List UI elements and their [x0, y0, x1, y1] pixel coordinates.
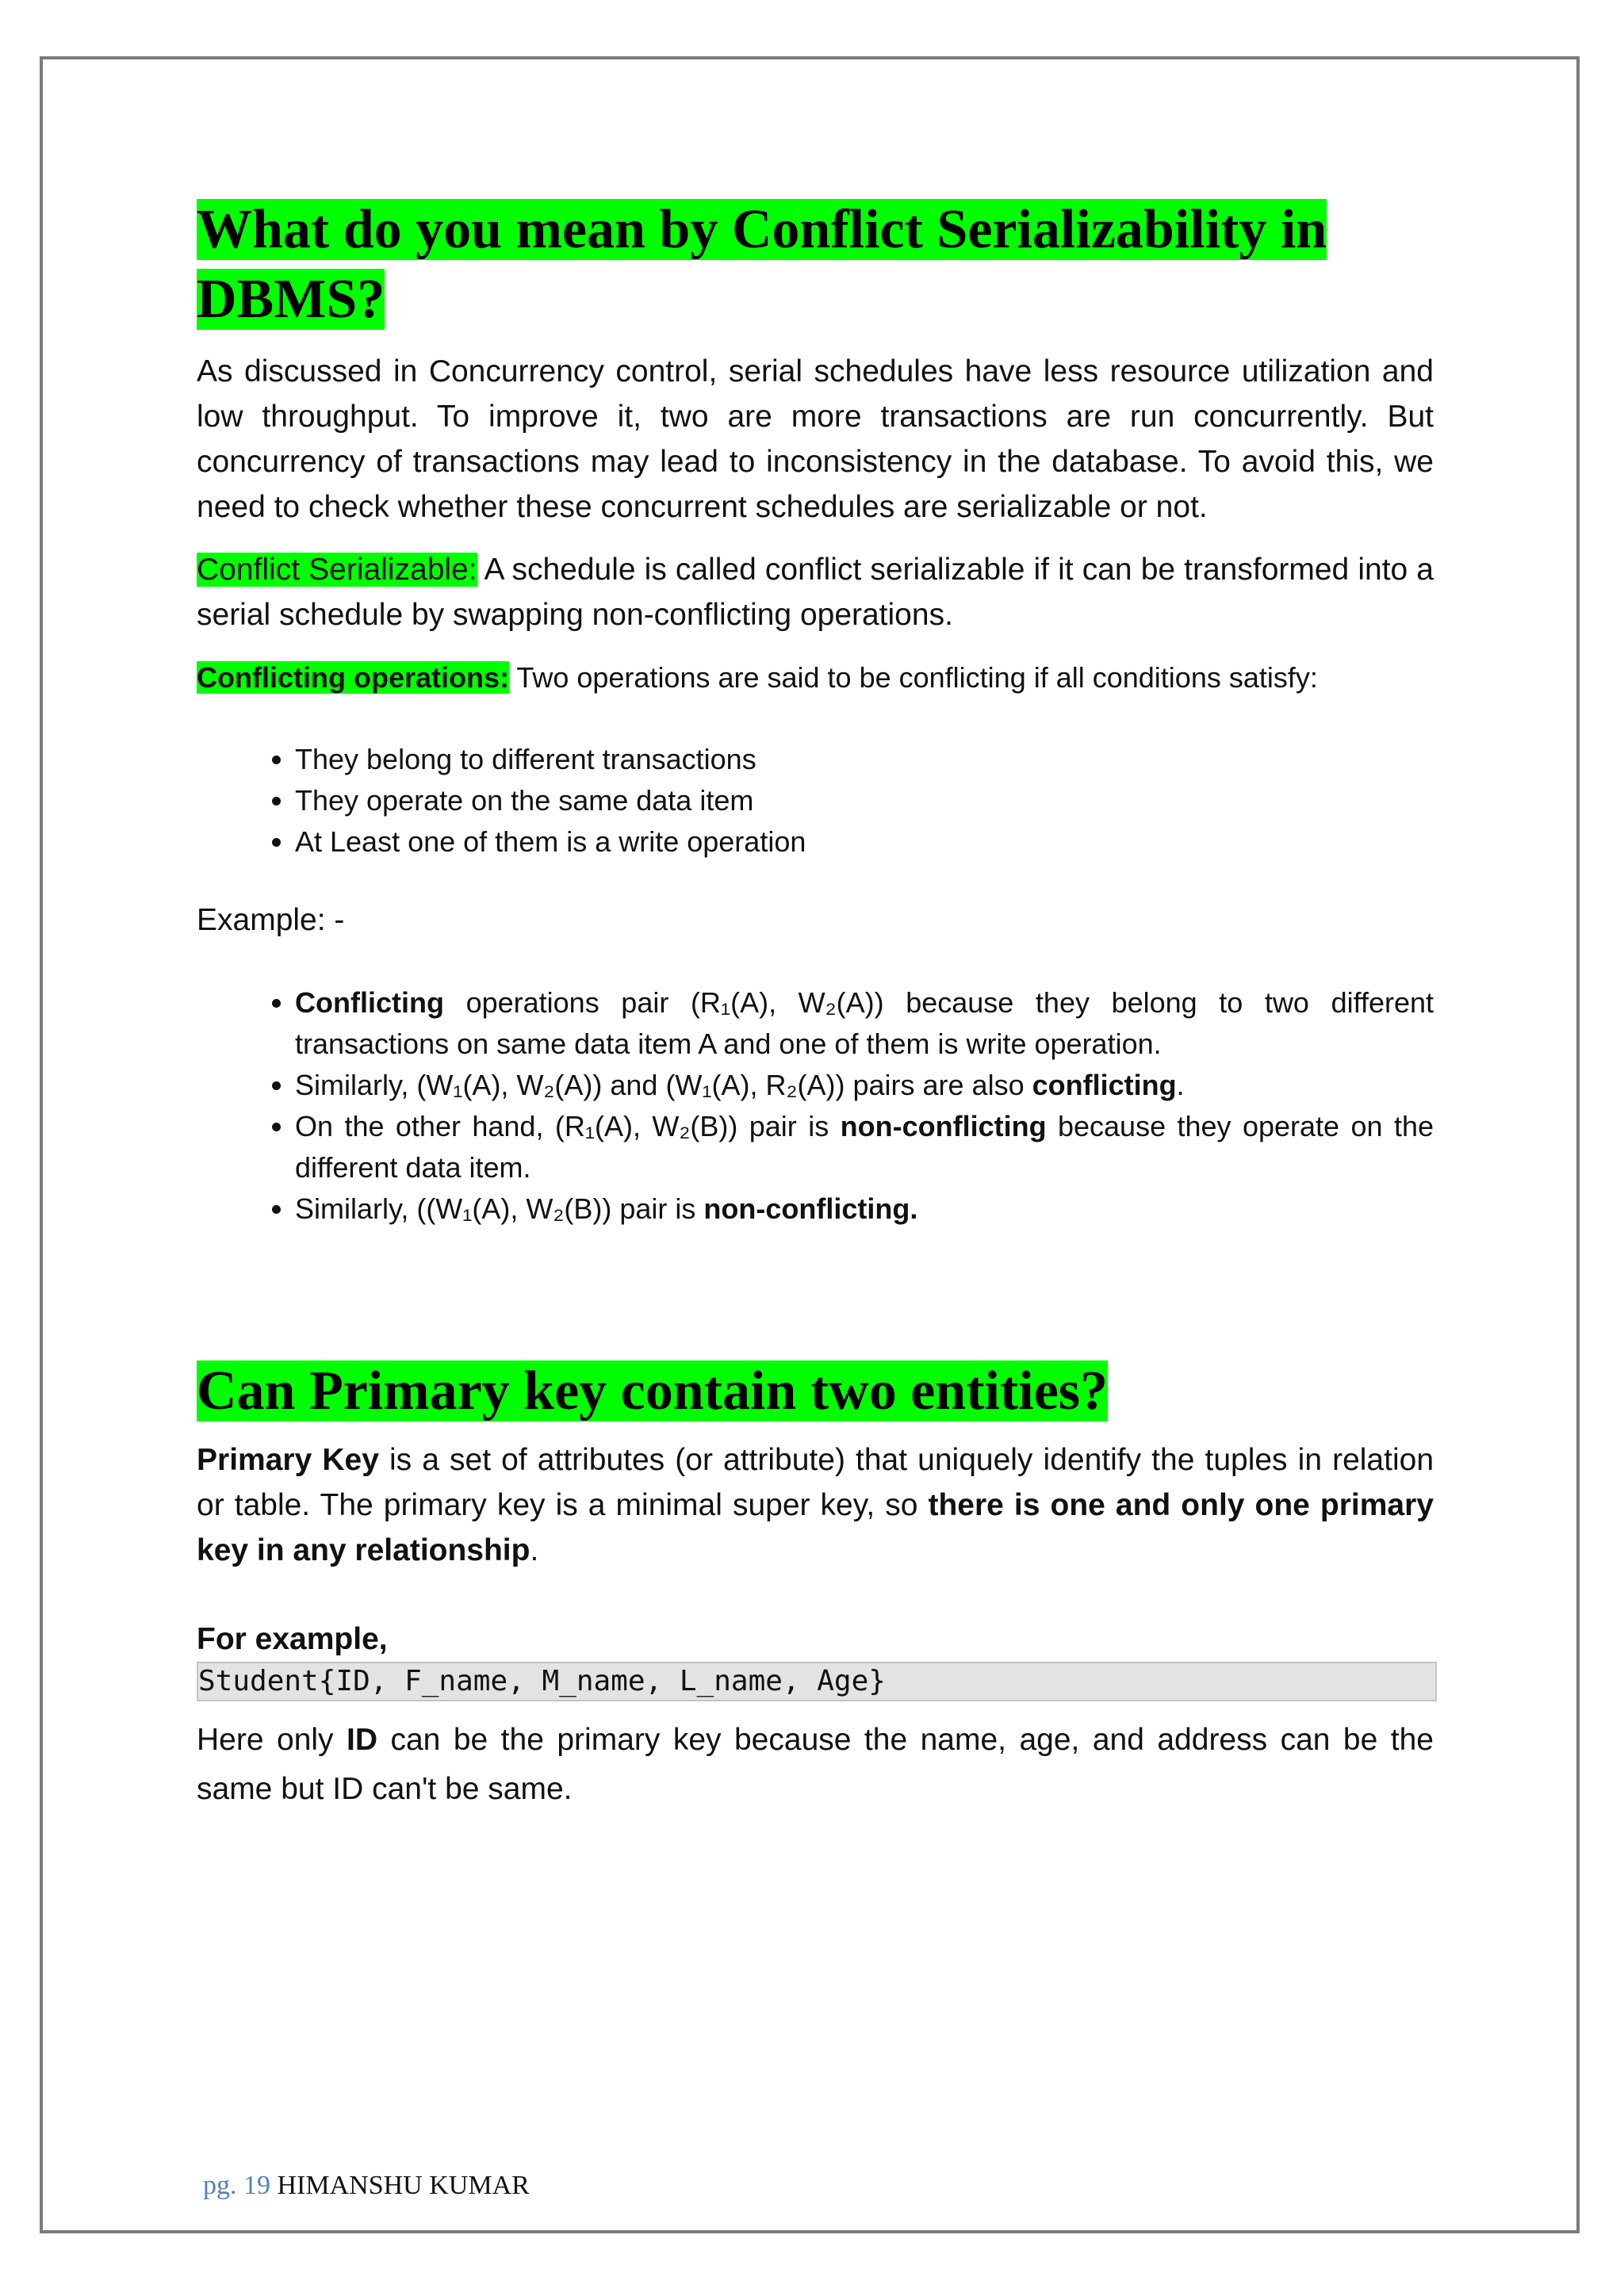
example-item: [295, 1188, 1434, 1230]
example-item: [295, 982, 1434, 1065]
definition-text: A schedule is called conflict serializable if it can be transformed into a serial schedule by swapping non-conflicting operations.: [197, 553, 1434, 632]
primary-key-explanation: [197, 1716, 1434, 1814]
heading-primary-key-text: Can Primary key contain two entities?: [197, 1360, 1109, 1422]
conflicting-ops-paragraph: [197, 656, 1434, 699]
example-bold: Conflicting: [295, 986, 444, 1019]
definition-paragraph: [197, 547, 1434, 637]
page-number: pg. 19: [203, 2171, 270, 2200]
example-text: Similarly, ((W₁(A), W₂(B)) pair is: [295, 1192, 704, 1225]
heading-line-1: What do you mean by Conflict Serializability in: [197, 199, 1327, 260]
explanation-text: Here only: [197, 1723, 347, 1757]
intro-paragraph: As discussed in Concurrency control, serial schedules have less resource utilization and low throughput. To improve it, two are more transactions are run concurrently. But concurrency of transactions may lead to inconsistency in the database. To avoid this, we need to check whether these concurrent schedules are serializable or not.: [197, 354, 1434, 524]
condition-item: • At Least one of them is a write operation: [295, 821, 1434, 863]
code-block: Student{ID, F_name, M_name, L_name, Age}: [197, 1662, 1437, 1701]
condition-item: • They operate on the same data item: [295, 780, 1434, 821]
primary-key-term: Primary Key: [197, 1443, 379, 1477]
heading-primary-key: [197, 1357, 1434, 1426]
page-footer: [203, 2171, 530, 2201]
example-text: Similarly, (W₁(A), W₂(A)) and (W₁(A), R₂(A)) pairs are also: [295, 1069, 1032, 1101]
examples-list: [197, 982, 1434, 1230]
explanation-end: can be the primary key because the name, age, and address can be the same but ID can't be same.: [197, 1723, 1434, 1806]
example-bold: conflicting: [1032, 1069, 1177, 1101]
heading-line-2: DBMS?: [197, 269, 385, 330]
example-text: On the other hand, (R₁(A), W₂(B)) pair is: [295, 1110, 841, 1142]
example-bold: non-conflicting.: [703, 1192, 918, 1225]
page-content: [197, 195, 1434, 1814]
example-text: operations pair (R₁(A), W₂(A)) because they belong to two different transactions on same data item A and one of them is write operation.: [295, 986, 1434, 1060]
condition-item: • They belong to different transactions: [295, 739, 1434, 780]
primary-key-end: .: [530, 1533, 539, 1567]
author-name: HIMANSHU KUMAR: [277, 2171, 530, 2200]
heading-conflict-serializability: [197, 195, 1434, 335]
explanation-bold: ID: [347, 1723, 378, 1757]
conflicting-ops-label: Conflicting operations:: [197, 661, 509, 694]
example-end: .: [1176, 1069, 1185, 1101]
conflicting-ops-text: Two operations are said to be conflicting if all conditions satisfy:: [508, 661, 1318, 694]
example-end: because they operate on the different data item.: [295, 1110, 1434, 1184]
example-bold: non-conflicting: [840, 1110, 1047, 1142]
primary-key-emphasis: there is one and only one primary key in any relationship: [197, 1488, 1434, 1567]
example-item: [295, 1065, 1434, 1106]
for-example-label: For example,: [197, 1622, 388, 1656]
definition-label: Conflict Serializable:: [197, 553, 477, 587]
primary-key-paragraph: [197, 1437, 1434, 1573]
example-label: Example: -: [197, 903, 345, 937]
conditions-list: [197, 739, 1434, 863]
example-item: [295, 1106, 1434, 1188]
primary-key-text: is a set of attributes (or attribute) that uniquely identify the tuples in relation or table. The primary key is a minimal super key, so: [197, 1443, 1434, 1522]
